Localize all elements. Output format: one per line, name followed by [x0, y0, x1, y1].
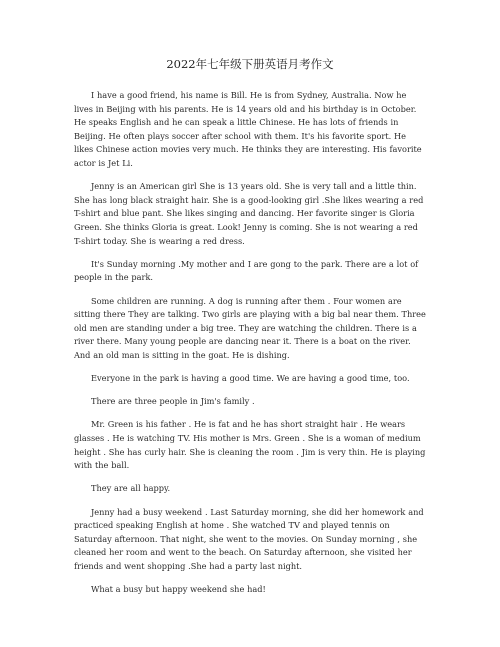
paragraph: Jenny is an American girl She is 13 years old. She is very tall and a little thin. She has long black straight hair. She is a good-looking girl .She likes wearing a red T-shirt and blue pant. She likes singing and dancing. Her favorite singer is Gloria Green. She thinks Gloria is great. Look! Jenny is coming. She is not wearing a red T-shirt today. She is wearing a red dress. [74, 181, 424, 246]
document-title: 2022年七年级下册英语月考作文 [166, 57, 334, 71]
paragraph: Some children are running. A dog is running after them . Four women are sitting there They are talking. Two girls are playing with a big bal near them. Three old men are standing under a big tree. They are watching the children. There is a river there. Many young people are dancing near it. There is a boat on the river. And an old man is sitting in the goat. He is dishing. [74, 295, 426, 360]
paragraph: They are all happy. [91, 483, 171, 494]
paragraph: What a busy but happy weekend she had! [91, 584, 266, 595]
paragraph: It's Sunday morning .My mother and I are gong to the park. There are a lot of people in the park. [74, 258, 419, 283]
paragraph: Everyone in the park is having a good time. We are having a good time, too. [91, 373, 410, 384]
paragraph: There are three people in Jim's family . [91, 396, 255, 407]
paragraph: Jenny had a busy weekend . Last Saturday morning, she did her homework and practiced speaking English at home . She watched TV and played tennis on Saturday afternoon. That night, she went to the movies. On Sunday morning , she cleaned her room and went to the beach. On Saturday afternoon, she visited her friends and went shopping .She had a party last night. [74, 506, 424, 571]
paragraph: Mr. Green is his father . He is fat and he has short straight hair . He wears glasses . He is watching TV. His mother is Mrs. Green . She is a woman of medium height . She has curly hair. She is cleaning the room . Jim is very thin. He is playing with the ball. [74, 419, 426, 471]
paragraph: I have a good friend, his name is Bill. He is from Sydney, Australia. Now he lives in Beijing with his parents. He is 14 years old and his birthday is in October. He speaks English and he can speak a little Chinese. He has lots of friends in Beijing. He often plays soccer after school with them. It's his favorite sport. He likes Chinese action movies very much. He thinks they are interesting. His favorite actor is Jet Li. [74, 90, 422, 168]
